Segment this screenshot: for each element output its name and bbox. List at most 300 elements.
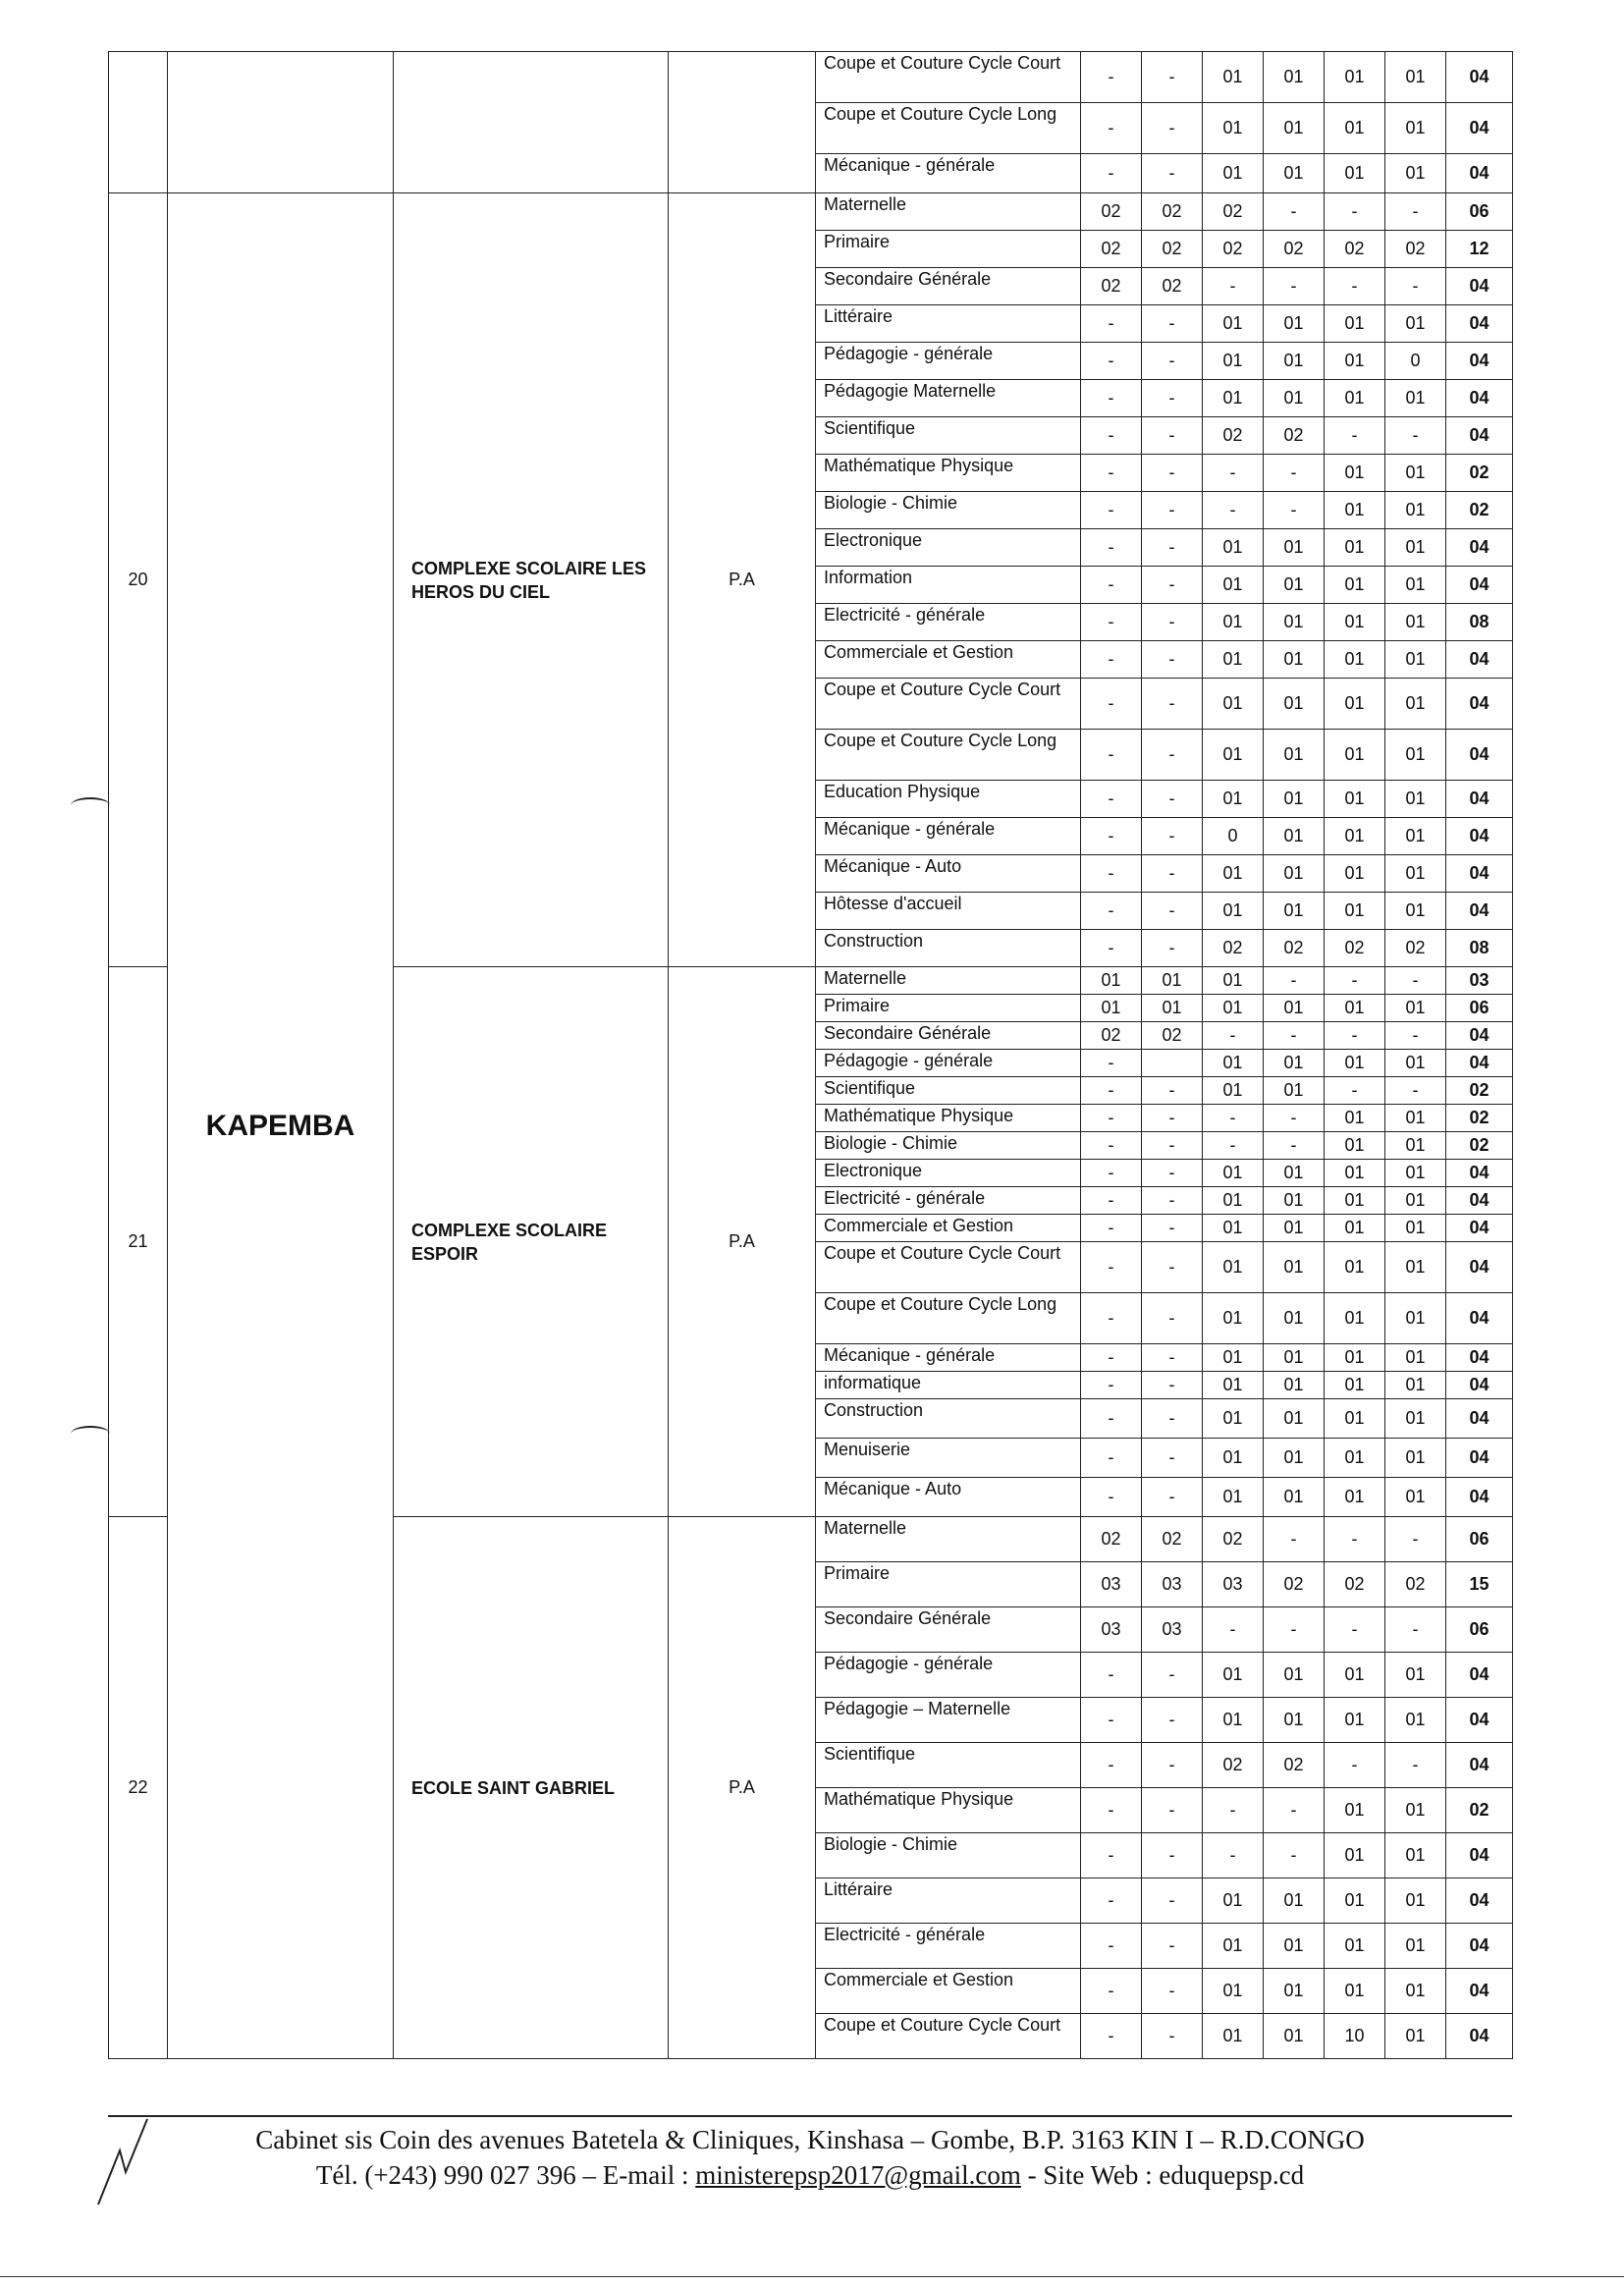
option-total: 02 xyxy=(1446,492,1513,529)
class-count: - xyxy=(1203,455,1264,492)
class-count: 01 xyxy=(1264,380,1325,417)
class-count: - xyxy=(1142,154,1203,193)
option-total: 04 xyxy=(1446,730,1513,781)
margin-mark xyxy=(71,797,110,813)
option-name: Electricité - générale xyxy=(816,1187,1081,1215)
class-count: - xyxy=(1142,1653,1203,1698)
class-count: 01 xyxy=(1203,2014,1264,2059)
class-count: 02 xyxy=(1142,1517,1203,1562)
footer-email-link[interactable]: ministerepsp2017@gmail.com xyxy=(695,2160,1021,2190)
class-count: 02 xyxy=(1264,417,1325,455)
class-count: - xyxy=(1264,1132,1325,1160)
option-total: 04 xyxy=(1446,1698,1513,1743)
class-count: 03 xyxy=(1142,1607,1203,1653)
commune-cell xyxy=(168,52,394,193)
school-name: COMPLEXE SCOLAIRE ESPOIR xyxy=(394,967,669,1517)
class-count: 01 xyxy=(1325,305,1385,343)
option-total: 02 xyxy=(1446,1788,1513,1833)
class-count: - xyxy=(1081,103,1142,154)
class-count: 01 xyxy=(1385,1215,1446,1242)
option-total: 04 xyxy=(1446,343,1513,380)
option-name: Scientifique xyxy=(816,1743,1081,1788)
class-count: 01 xyxy=(1325,1132,1385,1160)
option-total: 04 xyxy=(1446,893,1513,930)
class-count: - xyxy=(1142,567,1203,604)
option-total: 04 xyxy=(1446,380,1513,417)
class-count: 01 xyxy=(1385,781,1446,818)
class-count: - xyxy=(1142,1077,1203,1105)
option-total: 12 xyxy=(1446,231,1513,268)
class-count: 01 xyxy=(1203,967,1264,995)
footer-contact xyxy=(108,2160,1512,2191)
option-name: Construction xyxy=(816,930,1081,967)
bottom-rule xyxy=(0,2276,1624,2277)
option-total: 04 xyxy=(1446,52,1513,103)
option-total: 03 xyxy=(1446,967,1513,995)
class-count: 01 xyxy=(1325,641,1385,679)
class-count: 02 xyxy=(1081,1022,1142,1050)
class-count: - xyxy=(1081,1105,1142,1132)
class-count: - xyxy=(1081,1187,1142,1215)
class-count: 02 xyxy=(1264,1562,1325,1607)
class-count: 0 xyxy=(1203,818,1264,855)
option-name: Coupe et Couture Cycle Court xyxy=(816,52,1081,103)
option-name: Coupe et Couture Cycle Long xyxy=(816,730,1081,781)
class-count: 01 xyxy=(1203,855,1264,893)
class-count: - xyxy=(1264,492,1325,529)
class-count: - xyxy=(1142,679,1203,730)
class-count: - xyxy=(1385,268,1446,305)
option-total: 04 xyxy=(1446,154,1513,193)
class-count: - xyxy=(1142,417,1203,455)
class-count: - xyxy=(1142,1833,1203,1878)
option-name: Commerciale et Gestion xyxy=(816,1969,1081,2014)
class-count: - xyxy=(1081,567,1142,604)
option-name: Pédagogie - générale xyxy=(816,343,1081,380)
class-count: - xyxy=(1081,893,1142,930)
class-count: 01 xyxy=(1142,967,1203,995)
option-name: Mathématique Physique xyxy=(816,1788,1081,1833)
class-count: 01 xyxy=(1385,455,1446,492)
class-count: 01 xyxy=(1264,604,1325,641)
class-count: 01 xyxy=(1325,529,1385,567)
class-count: 01 xyxy=(1325,1653,1385,1698)
class-count: - xyxy=(1081,855,1142,893)
class-count: - xyxy=(1142,529,1203,567)
option-total: 04 xyxy=(1446,1743,1513,1788)
option-name: Primaire xyxy=(816,231,1081,268)
class-count: 01 xyxy=(1203,1293,1264,1344)
class-count: 01 xyxy=(1385,492,1446,529)
class-count: - xyxy=(1081,1878,1142,1924)
class-count: - xyxy=(1142,343,1203,380)
class-count: 01 xyxy=(1385,1242,1446,1293)
class-count: - xyxy=(1142,855,1203,893)
class-count: 01 xyxy=(1385,1160,1446,1187)
class-count: - xyxy=(1142,1242,1203,1293)
class-count: 03 xyxy=(1142,1562,1203,1607)
option-total: 08 xyxy=(1446,604,1513,641)
class-count: - xyxy=(1264,455,1325,492)
class-count: - xyxy=(1385,1517,1446,1562)
class-count: - xyxy=(1142,492,1203,529)
class-count: 01 xyxy=(1203,1924,1264,1969)
class-count: - xyxy=(1264,1022,1325,1050)
class-count: - xyxy=(1081,679,1142,730)
class-count: - xyxy=(1081,730,1142,781)
option-total: 04 xyxy=(1446,1878,1513,1924)
class-count: 01 xyxy=(1325,52,1385,103)
class-count: - xyxy=(1081,1833,1142,1878)
class-count: 10 xyxy=(1325,2014,1385,2059)
class-count: 01 xyxy=(1325,1242,1385,1293)
class-count: 01 xyxy=(1385,1399,1446,1439)
class-count: - xyxy=(1142,1878,1203,1924)
class-count: 01 xyxy=(1203,305,1264,343)
class-count: 01 xyxy=(1385,1293,1446,1344)
class-count: - xyxy=(1142,1372,1203,1399)
option-total: 04 xyxy=(1446,1050,1513,1077)
class-count: 01 xyxy=(1325,1372,1385,1399)
class-count: - xyxy=(1264,1788,1325,1833)
class-count: 01 xyxy=(1081,995,1142,1022)
class-count: - xyxy=(1385,1743,1446,1788)
option-name: Scientifique xyxy=(816,417,1081,455)
class-count: - xyxy=(1325,268,1385,305)
class-count: 02 xyxy=(1264,231,1325,268)
class-count: 01 xyxy=(1203,1344,1264,1372)
commune-name: KAPEMBA xyxy=(168,193,394,2059)
option-name: Electricité - générale xyxy=(816,1924,1081,1969)
class-count: 01 xyxy=(1203,567,1264,604)
class-count: - xyxy=(1142,1399,1203,1439)
class-count: - xyxy=(1203,268,1264,305)
option-total: 04 xyxy=(1446,268,1513,305)
class-count: - xyxy=(1081,1698,1142,1743)
option-name: Information xyxy=(816,567,1081,604)
class-count: - xyxy=(1264,1105,1325,1132)
option-name: Secondaire Générale xyxy=(816,1607,1081,1653)
option-total: 06 xyxy=(1446,1517,1513,1562)
class-count: 01 xyxy=(1385,52,1446,103)
class-count: - xyxy=(1081,1344,1142,1372)
option-total: 04 xyxy=(1446,641,1513,679)
class-count: 01 xyxy=(1385,818,1446,855)
class-count: 02 xyxy=(1325,930,1385,967)
class-count: 01 xyxy=(1264,52,1325,103)
class-count: 01 xyxy=(1203,1242,1264,1293)
table-row xyxy=(109,52,1513,103)
class-count: 01 xyxy=(1203,604,1264,641)
option-name: Littéraire xyxy=(816,305,1081,343)
option-total: 04 xyxy=(1446,417,1513,455)
class-count: 01 xyxy=(1264,818,1325,855)
schools-table xyxy=(108,51,1513,2059)
option-total: 02 xyxy=(1446,1132,1513,1160)
option-name: Commerciale et Gestion xyxy=(816,641,1081,679)
option-name: Biologie - Chimie xyxy=(816,1833,1081,1878)
class-count: 02 xyxy=(1325,231,1385,268)
class-count: 02 xyxy=(1203,417,1264,455)
option-name: informatique xyxy=(816,1372,1081,1399)
class-count: - xyxy=(1081,1439,1142,1478)
option-name: Pédagogie – Maternelle xyxy=(816,1698,1081,1743)
class-count: 01 xyxy=(1203,1969,1264,2014)
class-count: - xyxy=(1385,1607,1446,1653)
class-count: 01 xyxy=(1203,380,1264,417)
class-count: - xyxy=(1081,1924,1142,1969)
class-count: - xyxy=(1081,1788,1142,1833)
option-total: 04 xyxy=(1446,781,1513,818)
class-count: 01 xyxy=(1264,1439,1325,1478)
option-name: Menuiserie xyxy=(816,1439,1081,1478)
footer-web-label: - Site Web : xyxy=(1020,2160,1160,2190)
class-count: 01 xyxy=(1264,1293,1325,1344)
option-name: Mécanique - générale xyxy=(816,154,1081,193)
class-count: - xyxy=(1081,1969,1142,2014)
class-count: 01 xyxy=(1264,2014,1325,2059)
option-total: 04 xyxy=(1446,1344,1513,1372)
option-total: 02 xyxy=(1446,455,1513,492)
class-count: 01 xyxy=(1385,1344,1446,1372)
class-count: 01 xyxy=(1264,1215,1325,1242)
class-count: - xyxy=(1081,305,1142,343)
class-count: 01 xyxy=(1203,1050,1264,1077)
class-count: 01 xyxy=(1264,1698,1325,1743)
class-count: - xyxy=(1142,930,1203,967)
class-count: 02 xyxy=(1385,231,1446,268)
class-count: 01 xyxy=(1142,995,1203,1022)
class-count: - xyxy=(1081,604,1142,641)
class-count: - xyxy=(1385,193,1446,231)
class-count: 01 xyxy=(1385,730,1446,781)
class-count: 01 xyxy=(1264,1924,1325,1969)
class-count: 01 xyxy=(1325,1878,1385,1924)
class-count: - xyxy=(1325,1517,1385,1562)
class-count: 01 xyxy=(1203,154,1264,193)
class-count: 01 xyxy=(1203,730,1264,781)
class-count: - xyxy=(1142,1344,1203,1372)
class-count: - xyxy=(1203,1833,1264,1878)
option-total: 04 xyxy=(1446,818,1513,855)
option-name: Secondaire Générale xyxy=(816,268,1081,305)
class-count: 01 xyxy=(1325,154,1385,193)
class-count: 01 xyxy=(1203,1698,1264,1743)
class-count: - xyxy=(1385,1022,1446,1050)
footer-phone: Tél. (+243) 990 027 396 – E-mail : xyxy=(315,2160,696,2190)
school-name xyxy=(394,52,669,193)
option-name: Maternelle xyxy=(816,193,1081,231)
class-count: 01 xyxy=(1325,380,1385,417)
class-count: - xyxy=(1142,1187,1203,1215)
option-name: Littéraire xyxy=(816,1878,1081,1924)
option-name: Coupe et Couture Cycle Court xyxy=(816,679,1081,730)
class-count: 02 xyxy=(1203,930,1264,967)
class-count: 02 xyxy=(1203,231,1264,268)
class-count: 02 xyxy=(1142,1022,1203,1050)
class-count: 01 xyxy=(1385,1478,1446,1517)
class-count: - xyxy=(1203,1607,1264,1653)
class-count: 01 xyxy=(1385,380,1446,417)
class-count: 01 xyxy=(1264,1653,1325,1698)
class-count: - xyxy=(1264,268,1325,305)
class-count: - xyxy=(1142,781,1203,818)
class-count: - xyxy=(1385,1077,1446,1105)
school-status: P.A xyxy=(669,193,816,967)
option-total: 15 xyxy=(1446,1562,1513,1607)
class-count xyxy=(1142,1050,1203,1077)
class-count: - xyxy=(1081,380,1142,417)
class-count: 01 xyxy=(1385,1924,1446,1969)
class-count: - xyxy=(1142,604,1203,641)
class-count: 01 xyxy=(1385,641,1446,679)
class-count: - xyxy=(1142,1160,1203,1187)
class-count: 01 xyxy=(1325,730,1385,781)
class-count: 02 xyxy=(1203,1743,1264,1788)
class-count: 01 xyxy=(1264,730,1325,781)
option-name: Education Physique xyxy=(816,781,1081,818)
option-name: Commerciale et Gestion xyxy=(816,1215,1081,1242)
class-count: 01 xyxy=(1264,567,1325,604)
class-count: 01 xyxy=(1385,103,1446,154)
option-name: Primaire xyxy=(816,995,1081,1022)
class-count: - xyxy=(1081,1743,1142,1788)
class-count: - xyxy=(1325,1607,1385,1653)
class-count: - xyxy=(1264,1517,1325,1562)
class-count: 01 xyxy=(1264,1344,1325,1372)
option-name: Mécanique - générale xyxy=(816,818,1081,855)
class-count: - xyxy=(1081,1653,1142,1698)
class-count: 02 xyxy=(1264,930,1325,967)
class-count: 02 xyxy=(1142,193,1203,231)
class-count: 01 xyxy=(1385,529,1446,567)
school-number xyxy=(109,52,168,193)
class-count: - xyxy=(1081,343,1142,380)
class-count: 01 xyxy=(1385,2014,1446,2059)
class-count: - xyxy=(1142,818,1203,855)
option-total: 04 xyxy=(1446,305,1513,343)
class-count: 01 xyxy=(1203,781,1264,818)
class-count: 01 xyxy=(1203,1439,1264,1478)
class-count: 02 xyxy=(1081,193,1142,231)
class-count: 01 xyxy=(1385,567,1446,604)
class-count: 01 xyxy=(1325,995,1385,1022)
class-count: - xyxy=(1325,1022,1385,1050)
option-total: 02 xyxy=(1446,1105,1513,1132)
class-count: - xyxy=(1081,154,1142,193)
option-total: 04 xyxy=(1446,1478,1513,1517)
class-count: - xyxy=(1142,1293,1203,1344)
class-count: - xyxy=(1142,455,1203,492)
class-count: 01 xyxy=(1264,1077,1325,1105)
class-count: 01 xyxy=(1264,893,1325,930)
class-count: - xyxy=(1142,1439,1203,1478)
class-count: 02 xyxy=(1264,1743,1325,1788)
class-count: 01 xyxy=(1385,1187,1446,1215)
class-count: 01 xyxy=(1203,1160,1264,1187)
class-count: 01 xyxy=(1264,1242,1325,1293)
class-count: 02 xyxy=(1385,930,1446,967)
option-total: 04 xyxy=(1446,1439,1513,1478)
class-count: - xyxy=(1081,52,1142,103)
class-count: - xyxy=(1081,781,1142,818)
class-count: - xyxy=(1081,529,1142,567)
option-name: Electricité - générale xyxy=(816,604,1081,641)
class-count: - xyxy=(1142,1924,1203,1969)
class-count: - xyxy=(1203,492,1264,529)
class-count: 01 xyxy=(1325,1478,1385,1517)
class-count: - xyxy=(1385,417,1446,455)
option-total: 06 xyxy=(1446,193,1513,231)
class-count: 01 xyxy=(1325,343,1385,380)
class-count: 01 xyxy=(1203,1399,1264,1439)
class-count: 01 xyxy=(1264,781,1325,818)
option-total: 04 xyxy=(1446,855,1513,893)
footer-website-link[interactable]: eduquepsp.cd xyxy=(1159,2160,1305,2190)
class-count: 01 xyxy=(1385,1878,1446,1924)
class-count: 01 xyxy=(1264,1878,1325,1924)
school-number: 22 xyxy=(109,1517,168,2059)
class-count: 01 xyxy=(1264,1399,1325,1439)
school-name: ECOLE SAINT GABRIEL xyxy=(394,1517,669,2059)
class-count: 01 xyxy=(1325,1788,1385,1833)
option-name: Coupe et Couture Cycle Court xyxy=(816,2014,1081,2059)
class-count: 01 xyxy=(1203,343,1264,380)
class-count: - xyxy=(1142,730,1203,781)
class-count: 01 xyxy=(1385,679,1446,730)
class-count: 03 xyxy=(1081,1562,1142,1607)
class-count: - xyxy=(1385,967,1446,995)
option-total: 06 xyxy=(1446,995,1513,1022)
class-count: 01 xyxy=(1264,995,1325,1022)
option-total: 04 xyxy=(1446,1372,1513,1399)
class-count: 01 xyxy=(1264,1050,1325,1077)
page-footer xyxy=(108,2115,1512,2190)
class-count: - xyxy=(1264,1833,1325,1878)
option-total: 06 xyxy=(1446,1607,1513,1653)
class-count: 01 xyxy=(1325,855,1385,893)
class-count: - xyxy=(1264,967,1325,995)
table-row xyxy=(109,193,1513,231)
class-count: - xyxy=(1325,1077,1385,1105)
class-count: 02 xyxy=(1081,231,1142,268)
class-count: 01 xyxy=(1264,855,1325,893)
class-count: - xyxy=(1142,1105,1203,1132)
class-count: 01 xyxy=(1385,1969,1446,2014)
class-count: 01 xyxy=(1325,492,1385,529)
class-count: 01 xyxy=(1325,103,1385,154)
margin-mark xyxy=(71,1426,110,1442)
class-count: - xyxy=(1081,1293,1142,1344)
class-count: - xyxy=(1325,1743,1385,1788)
option-total: 04 xyxy=(1446,1833,1513,1878)
school-number: 21 xyxy=(109,967,168,1517)
class-count: - xyxy=(1081,1215,1142,1242)
class-count: 01 xyxy=(1325,1439,1385,1478)
class-count: - xyxy=(1081,930,1142,967)
class-count: - xyxy=(1142,305,1203,343)
class-count: 01 xyxy=(1264,1478,1325,1517)
class-count: - xyxy=(1203,1788,1264,1833)
class-count: 01 xyxy=(1203,1372,1264,1399)
class-count: - xyxy=(1081,417,1142,455)
class-count: 01 xyxy=(1203,1077,1264,1105)
class-count: - xyxy=(1081,818,1142,855)
class-count: 01 xyxy=(1203,529,1264,567)
class-count: 01 xyxy=(1325,567,1385,604)
class-count: - xyxy=(1081,1399,1142,1439)
class-count: 01 xyxy=(1325,1187,1385,1215)
